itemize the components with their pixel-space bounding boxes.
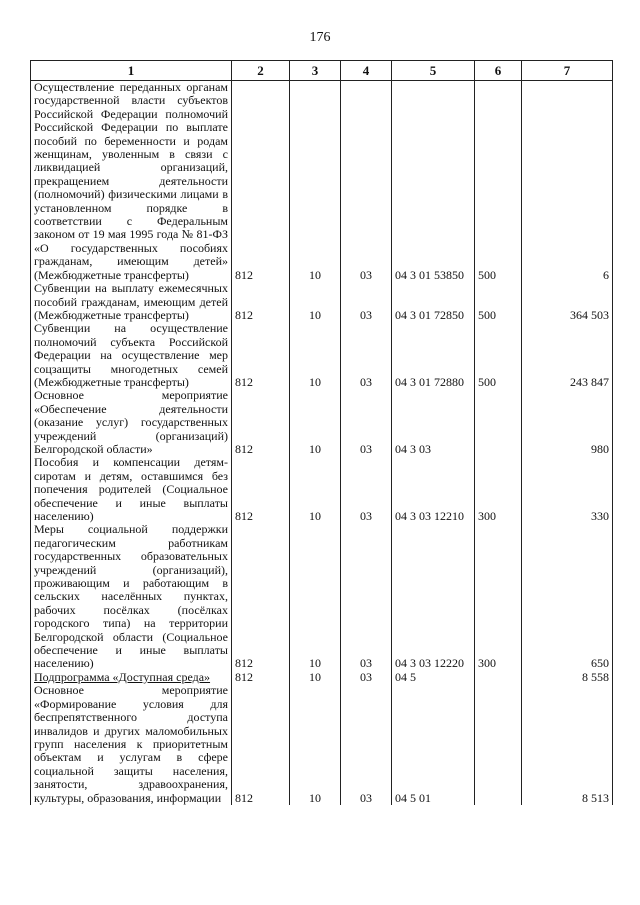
row-name: Пособия и компенсации детям-сиротам и детям, оставшимся без попечения родителей (Социальное обеспечение и иные выплаты населению) [31,456,232,523]
cell-expense-type: 500 [475,282,522,322]
cell-target-article: 04 5 01 [392,684,475,805]
cell-expense-type [475,671,522,684]
cell-ministry-code: 812 [232,523,290,670]
row-name: Осуществление переданных органам государственной власти субъектов Российской Федерации полномочий Российской Федерации по выплате пособий по беременности и родам женщинам, уволенным в связи с ликвидацией организаций, прекращением деятельности (полномочий) физическими лицами в установленном порядке в соответствии с Федеральным законом от 19 мая 1995 года № 81-ФЗ «О государственных пособиях гражданам, имеющим детей» (Межбюджетные трансферты) [31,81,232,283]
cell-amount: 980 [522,389,613,456]
table-header-row [31,61,613,81]
table-row [31,322,613,389]
row-name: Основное мероприятие «Обеспечение деятельности (оказание услуг) государственных учреждений (организаций) Белгородской области» [31,389,232,456]
page-number: 176 [309,30,331,45]
row-name: Основное мероприятие «Формирование условия для беспрепятственного доступа инвалидов и других маломобильных групп населения к приоритетным объектам и услугам в сфере социальной защиты населения, занятости, здравоохранения, культуры, образования, информации [31,684,232,805]
row-name: Меры социальной поддержки педагогическим работникам государственных образовательных учреждений (организаций), проживающим и работающим в сельских населённых пунктах, рабочих посёлках (посёлках городского типа) на территории Белгородской области (Социальное обеспечение и иные выплаты населению) [31,523,232,670]
cell-target-article: 04 3 01 72880 [392,322,475,389]
cell-subsection: 03 [341,456,392,523]
cell-amount: 243 847 [522,322,613,389]
cell-ministry-code: 812 [232,81,290,283]
cell-ministry-code: 812 [232,456,290,523]
subprogram-title: Подпрограмма «Доступная среда» [34,669,211,684]
header-col-1: 1 [31,61,232,81]
cell-expense-type: 300 [475,523,522,670]
cell-ministry-code: 812 [232,671,290,684]
cell-section: 10 [290,523,341,670]
table-row [31,684,613,805]
cell-section: 10 [290,684,341,805]
cell-ministry-code: 812 [232,322,290,389]
table-row [31,389,613,456]
cell-section: 10 [290,322,341,389]
cell-section: 10 [290,81,341,283]
header-col-2: 2 [232,61,290,81]
cell-target-article: 04 3 03 12210 [392,456,475,523]
cell-subsection: 03 [341,389,392,456]
row-name: Субвенции на осуществление полномочий субъекта Российской Федерации на осуществление мер соцзащиты многодетных семей (Межбюджетные трансферты) [31,322,232,389]
cell-amount: 330 [522,456,613,523]
table-row [31,671,613,684]
header-col-5: 5 [392,61,475,81]
table-row [31,282,613,322]
cell-amount: 364 503 [522,282,613,322]
table-row [31,81,613,283]
cell-expense-type [475,389,522,456]
cell-ministry-code: 812 [232,282,290,322]
cell-subsection: 03 [341,523,392,670]
cell-amount: 650 [522,523,613,670]
cell-subsection: 03 [341,684,392,805]
cell-ministry-code: 812 [232,684,290,805]
header-col-7: 7 [522,61,613,81]
cell-expense-type: 500 [475,81,522,283]
cell-expense-type: 300 [475,456,522,523]
cell-target-article: 04 3 01 72850 [392,282,475,322]
cell-expense-type [475,684,522,805]
cell-amount: 8 558 [522,671,613,684]
cell-expense-type: 500 [475,322,522,389]
row-name [31,671,232,684]
cell-section: 10 [290,456,341,523]
cell-subsection: 03 [341,81,392,283]
cell-subsection: 03 [341,282,392,322]
table-row [31,523,613,670]
cell-amount: 8 513 [522,684,613,805]
cell-subsection: 03 [341,671,392,684]
cell-amount: 6 [522,81,613,283]
cell-target-article: 04 3 03 [392,389,475,456]
cell-section: 10 [290,282,341,322]
header-col-6: 6 [475,61,522,81]
table-row [31,456,613,523]
cell-target-article: 04 5 [392,671,475,684]
header-col-4: 4 [341,61,392,81]
cell-section: 10 [290,671,341,684]
budget-table [30,60,613,805]
cell-target-article: 04 3 03 12220 [392,523,475,670]
cell-section: 10 [290,389,341,456]
cell-target-article: 04 3 01 53850 [392,81,475,283]
cell-subsection: 03 [341,322,392,389]
cell-ministry-code: 812 [232,389,290,456]
row-name: Субвенции на выплату ежемесячных пособий гражданам, имеющим детей (Межбюджетные трансферты) [31,282,232,322]
header-col-3: 3 [290,61,341,81]
